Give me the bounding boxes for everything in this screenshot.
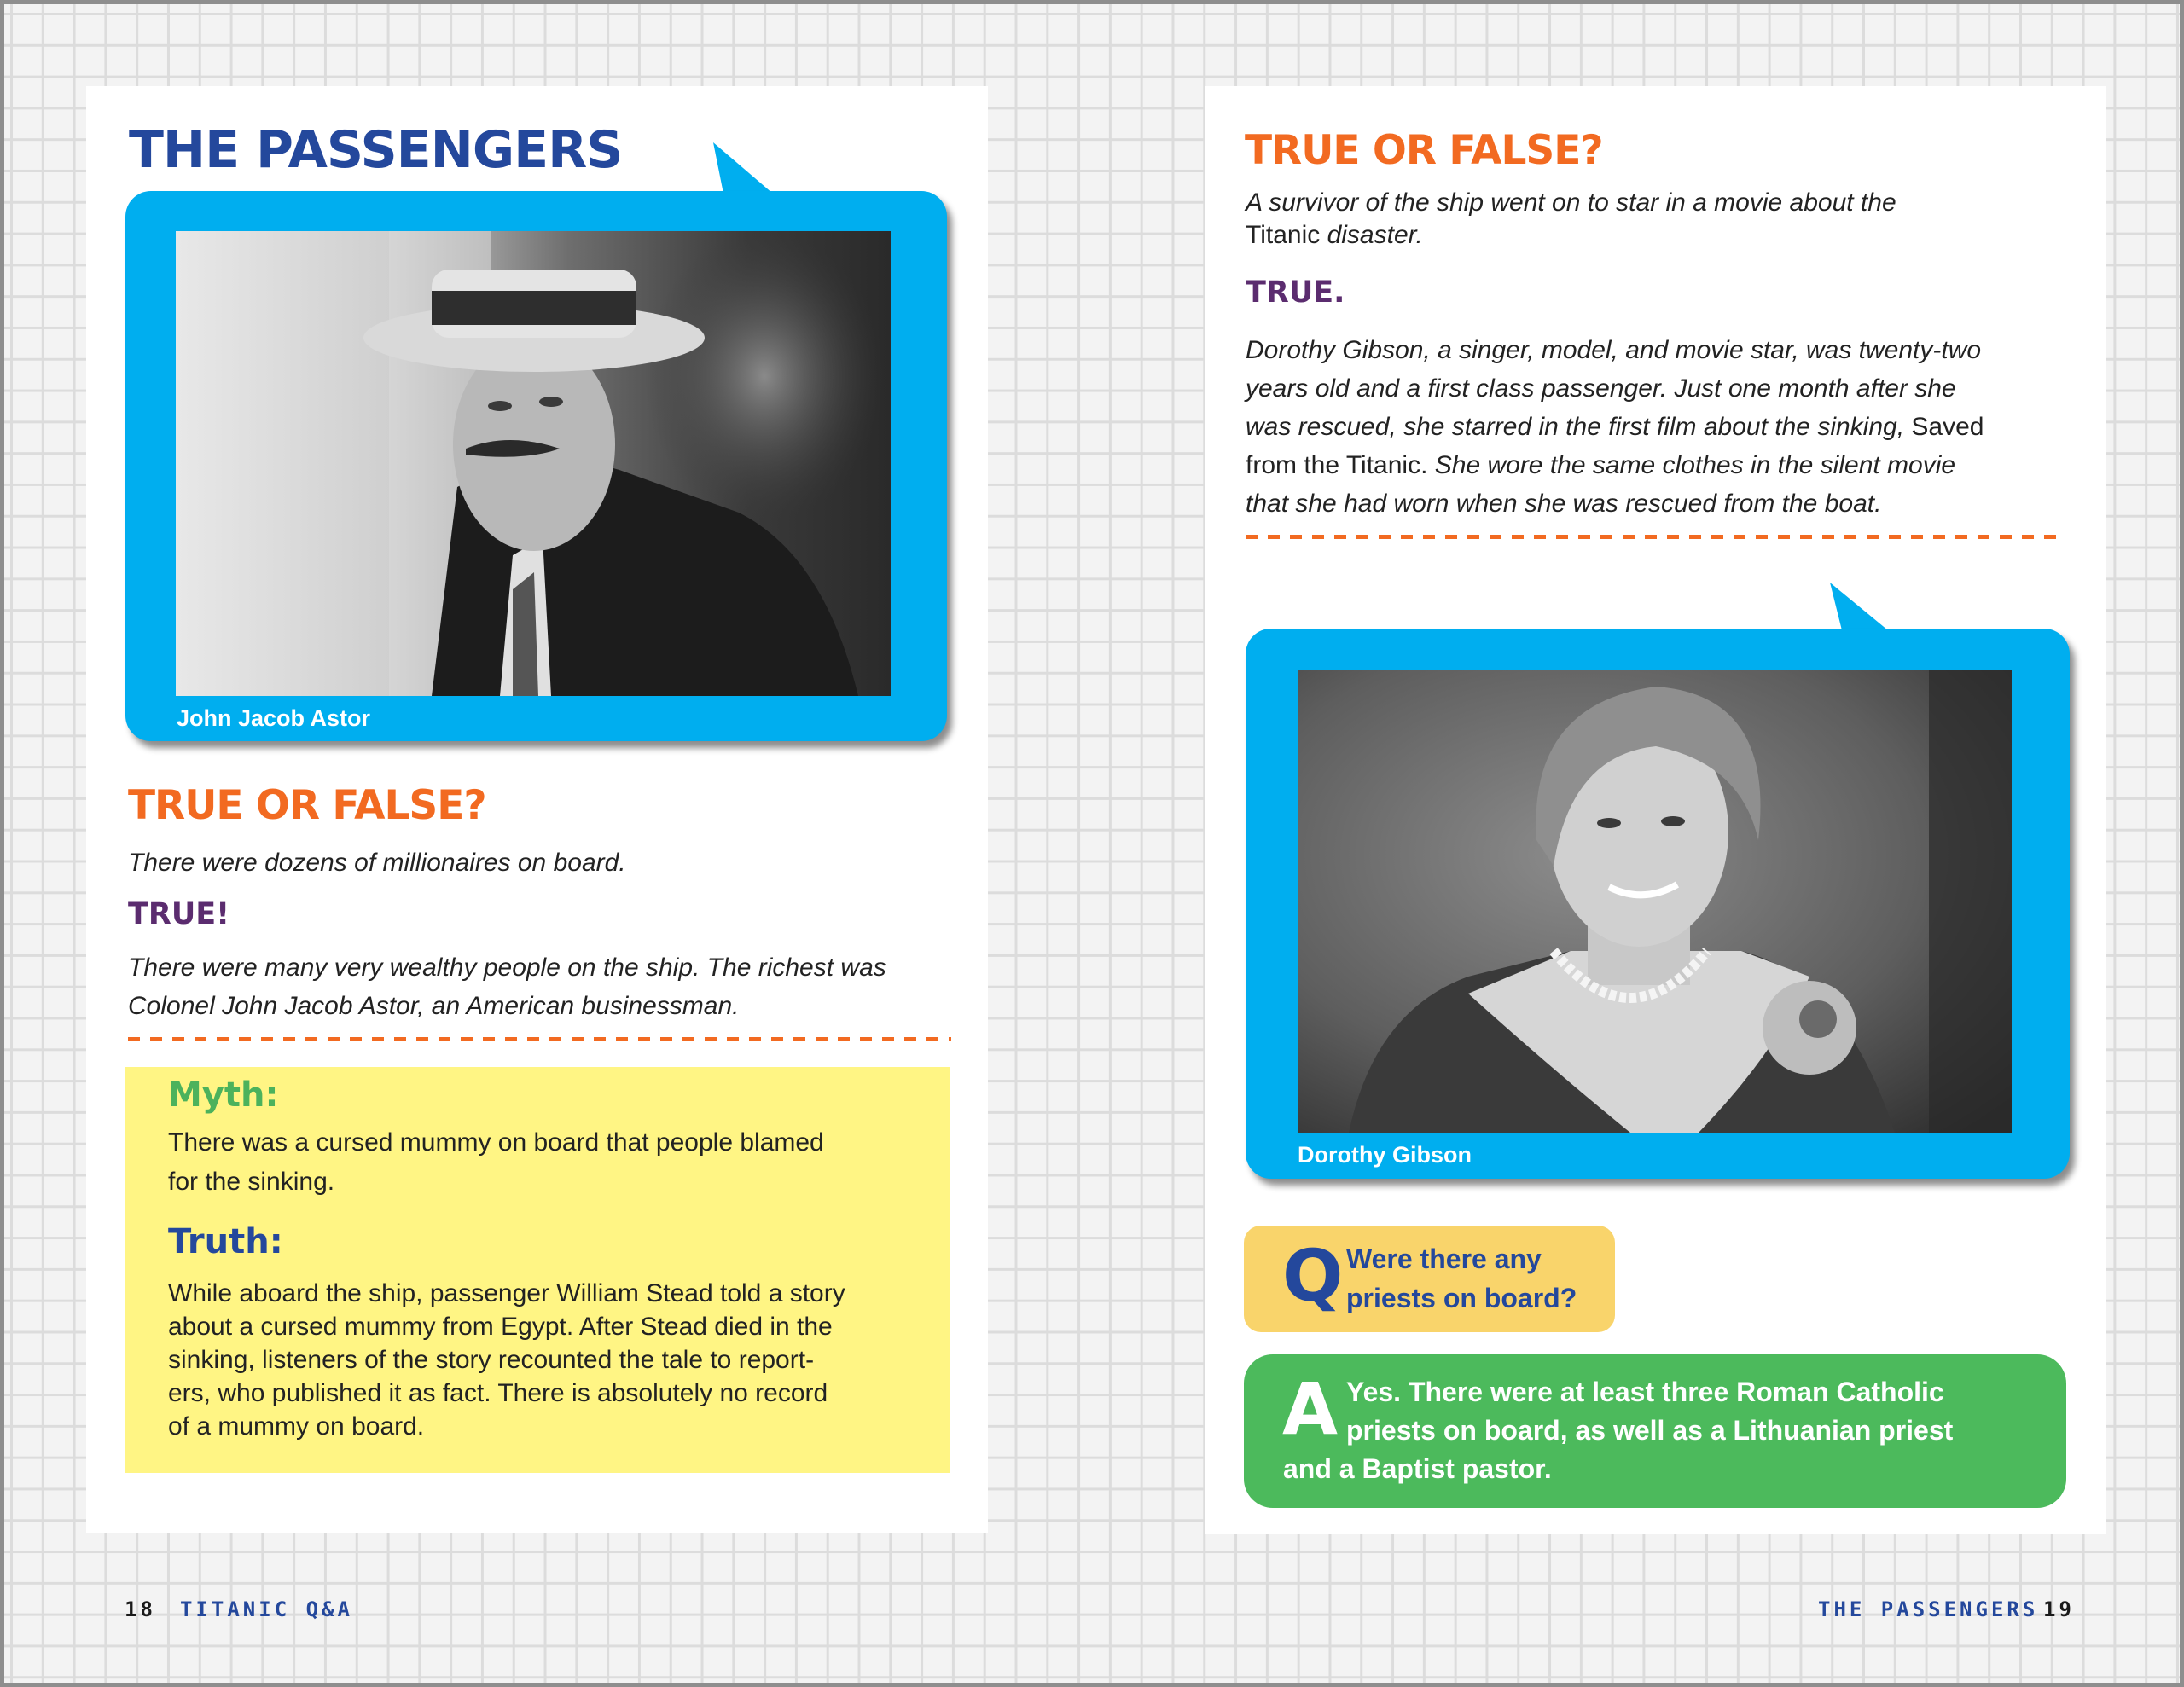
explanation-roman: Saved <box>1911 413 1984 441</box>
question-line: priests on board? <box>1346 1283 1577 1313</box>
portrait-image <box>176 231 891 696</box>
myth-line: for the sinking. <box>168 1168 335 1196</box>
truth-line: sinking, listeners of the story recounted the tale to report- <box>168 1346 815 1374</box>
explanation-line: Dorothy Gibson, a singer, model, and movie star, was twenty-two <box>1246 336 1982 364</box>
statement-line <box>1246 219 1896 252</box>
true-or-false-heading-right: TRUE OR FALSE? <box>1245 127 1603 174</box>
explanation-roman: from the Titanic. <box>1246 451 1428 479</box>
truth-text <box>168 1277 845 1443</box>
explanation-line: years old and a first class passenger. Just one month after she <box>1246 374 1956 403</box>
true-or-false-verdict-right: TRUE. <box>1246 275 1345 310</box>
page-number-right: 19 <box>2043 1597 2075 1621</box>
photo-frame-astor <box>125 191 947 741</box>
explanation-line <box>1246 408 2082 446</box>
portrait-image <box>1298 670 2012 1133</box>
true-or-false-statement: There were dozens of millionaires on board. <box>128 849 626 877</box>
true-or-false-verdict: TRUE! <box>128 897 230 931</box>
true-or-false-statement-right <box>1246 187 1896 252</box>
truth-line: about a cursed mummy from Egypt. After Stead died in the <box>168 1313 833 1341</box>
myth-line: There was a cursed mummy on board that people blamed <box>168 1128 824 1157</box>
answer-line: Yes. There were at least three Roman Catholic <box>1346 1377 1944 1407</box>
explanation-line <box>1246 446 2082 484</box>
dashed-divider <box>128 1037 951 1041</box>
speech-bubble-tail-right <box>1827 581 1895 635</box>
answer-box <box>1244 1354 2066 1508</box>
statement-italic: disaster. <box>1320 221 1423 249</box>
book-spread <box>4 4 2180 1683</box>
a-letter: A <box>1282 1367 1339 1451</box>
truth-line: ers, who published it as fact. There is absolutely no record <box>168 1379 828 1407</box>
myth-label: Myth: <box>168 1075 279 1115</box>
running-title-right: THE PASSENGERS <box>1818 1597 2039 1621</box>
answer-line: and a Baptist pastor. <box>1283 1453 1552 1484</box>
explanation-line: There were many very wealthy people on the ship. The richest was <box>128 954 886 982</box>
true-or-false-explanation-right <box>1246 331 2082 523</box>
photo-john-jacob-astor <box>176 231 891 696</box>
myth-truth-box <box>125 1067 950 1473</box>
statement-roman: Titanic <box>1246 221 1321 249</box>
explanation-italic: She wore the same clothes in the silent movie <box>1427 451 1956 479</box>
true-or-false-heading: TRUE OR FALSE? <box>128 782 486 829</box>
statement-line: A survivor of the ship went on to star in a movie about the <box>1246 188 1896 217</box>
page-number-left: 18 <box>125 1597 156 1621</box>
photo-dorothy-gibson <box>1298 670 2012 1133</box>
truth-label: Truth: <box>168 1222 283 1261</box>
question-box <box>1244 1226 1615 1332</box>
question-text <box>1346 1239 1577 1318</box>
explanation-line: that she had worn when she was rescued from the boat. <box>1246 490 1882 518</box>
photo-frame-gibson <box>1246 629 2070 1179</box>
dashed-divider-right <box>1246 535 2066 539</box>
truth-line: While aboard the ship, passenger William Stead told a story <box>168 1279 845 1307</box>
true-or-false-explanation <box>128 948 947 1025</box>
page-title: THE PASSENGERS <box>129 120 623 180</box>
explanation-italic: was rescued, she starred in the first film about the sinking, <box>1246 413 1912 441</box>
question-line: Were there any <box>1346 1244 1542 1274</box>
truth-line: of a mummy on board. <box>168 1412 425 1441</box>
explanation-line: Colonel John Jacob Astor, an American businessman. <box>128 992 740 1020</box>
running-title-left: TITANIC Q&A <box>180 1597 353 1621</box>
photo-caption-gibson: Dorothy Gibson <box>1298 1142 1472 1168</box>
answer-line: priests on board, as well as a Lithuanian priest <box>1346 1415 1954 1446</box>
myth-text <box>168 1123 824 1202</box>
photo-caption-astor: John Jacob Astor <box>177 705 371 731</box>
q-letter: Q <box>1282 1234 1344 1318</box>
